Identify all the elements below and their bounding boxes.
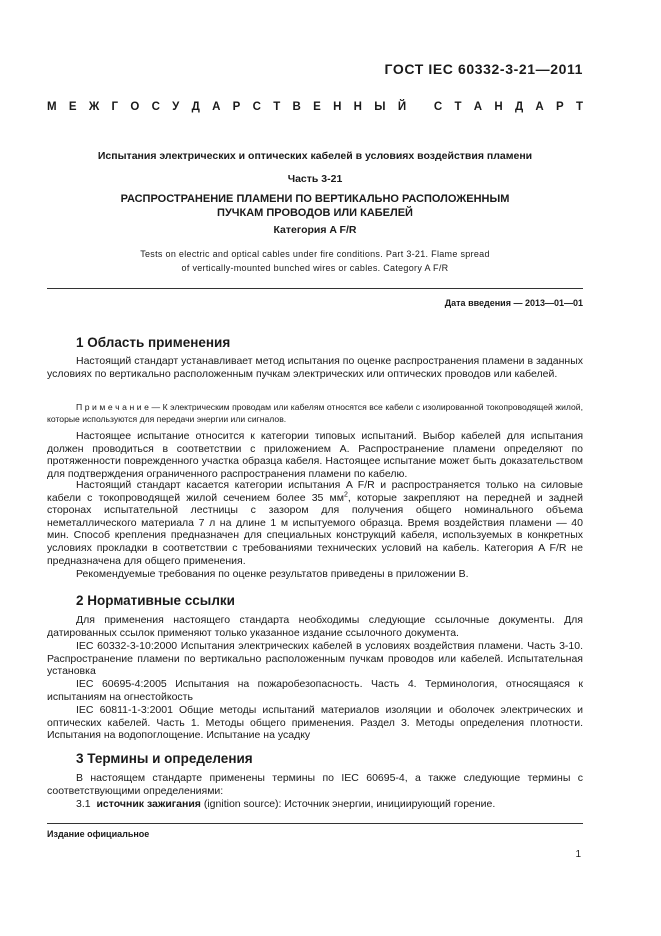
standard-type-heading <box>47 101 583 113</box>
heading-letter: Т <box>575 101 583 113</box>
title-main <box>47 192 583 220</box>
section-2-paragraph-1: Для применения настоящего стандарта необходимы следующие ссылочные документы. Для датированных ссылок применяют только указанное издание ссылочного документа. <box>47 614 583 639</box>
section-2-heading: 2 Нормативные ссылки <box>76 593 235 608</box>
section-3-paragraph-1: В настоящем стандарте применены термины по IEC 60695-4, а также следующие термины с соответствующими определениями: <box>47 772 583 797</box>
section-1-paragraph-3-a: Настоящий стандарт касается категории испытания A F/R и распространяется только на силовые кабели с токопроводящей жилой сечением более 35 мм <box>47 479 583 504</box>
heading-letter: С <box>433 101 443 113</box>
introduction-date: Дата введения — 2013—01—01 <box>444 298 583 308</box>
heading-letter: Р <box>556 101 564 113</box>
heading-letter: Н <box>494 101 503 113</box>
section-1-heading: 1 Область применения <box>76 335 231 350</box>
definition-number: 3.1 <box>76 798 91 810</box>
heading-letter: У <box>172 101 180 113</box>
heading-letter: С <box>252 101 261 113</box>
heading-letter: Д <box>191 101 200 113</box>
title-english <box>47 247 583 275</box>
section-1-paragraph-3 <box>47 479 583 567</box>
heading-letter: Р <box>232 101 241 113</box>
heading-letter: Т <box>273 101 281 113</box>
title-main-line-1: РАСПРОСТРАНЕНИЕ ПЛАМЕНИ ПО ВЕРТИКАЛЬНО РАСПОЛОЖЕННЫМ <box>120 193 510 205</box>
section-1-paragraph-2: Настоящее испытание относится к категории типовых испытаний. Выбор кабелей для испытания должен проводиться в соответствии с приложением А. Распространение пламени определяют по протяженности поврежденного участка образца кабеля. Настоящее испытание может быть доказательством для подтверждения ограниченного распространения пламени по кабелю. <box>47 430 583 480</box>
heading-letter: А <box>535 101 544 113</box>
reference-iec-60695-4: IEC 60695-4:2005 Испытания на пожаробезопасность. Часть 4. Терминология, относящаяся к испытаниям на огнестойкость <box>47 678 583 703</box>
heading-letter: Н <box>333 101 342 113</box>
header-rule <box>47 288 583 289</box>
heading-letter: Й <box>397 101 407 113</box>
definition-text: (ignition source): Источник энергии, инициирующий горение. <box>200 798 496 810</box>
heading-letter: Ж <box>88 101 100 113</box>
definition-term: источник зажигания <box>96 798 201 810</box>
heading-letter: Т <box>454 101 462 113</box>
section-1-paragraph-3-b: , которые закрепляют на передней и задней сторонах испытательной лестницы с зазором для получения общего номинального объема неметаллического материала 7 л на длине 1 м испытуемого образца. Время воздействия пламени — 40 мин. Способ крепления предназначен для специальных конструкций кабеля, используемых в конкретных условиях прокладки в соответствии с требованиями технических условий на кабель. Категория A F/R не предназначена для общего применения. <box>47 491 583 567</box>
heading-letter: В <box>292 101 301 113</box>
reference-iec-60332-3-10: IEC 60332-3-10:2000 Испытания электрических кабелей в условиях воздействия пламени. Часть 3-10. Распространение пламени по вертикально расположенным пучкам проводов или кабелей. Испытательная установка <box>47 640 583 678</box>
heading-letter: Е <box>68 101 77 113</box>
heading-letter: Ы <box>374 101 386 113</box>
heading-letter: С <box>151 101 160 113</box>
section-3-heading: 3 Термины и определения <box>76 751 253 766</box>
section-1-note: П р и м е ч а н и е — К электрическим проводам или кабелям относятся все кабели с изолированной токопроводящей жилой, которые используются для передачи энергии или сигналов. <box>47 402 583 424</box>
section-1-paragraph-4: Рекомендуемые требования по оценке результатов приведены в приложении B. <box>76 568 469 580</box>
title-part: Часть 3-21 <box>287 173 343 185</box>
heading-letter: Е <box>313 101 321 113</box>
heading-letter: Н <box>353 101 362 113</box>
title-line: Испытания электрических и оптических кабелей в условиях воздействия пламени <box>97 150 533 162</box>
heading-letter: А <box>212 101 221 113</box>
heading-letter: Г <box>111 101 119 113</box>
title-english-line-2: of vertically-mounted bunched wires or cables. Category A F/R <box>181 263 449 273</box>
heading-letter: М <box>47 101 57 113</box>
definition-3-1 <box>47 798 583 811</box>
heading-letter: Д <box>514 101 524 113</box>
title-main-line-2: ПУЧКАМ ПРОВОДОВ ИЛИ КАБЕЛЕЙ <box>217 207 413 219</box>
squared-superscript: 2 <box>343 491 348 499</box>
heading-letter: А <box>473 101 483 113</box>
reference-iec-60811-1-3: IEC 60811-1-3:2001 Общие методы испытаний материалов изоляции и оболочек электрических и оптических кабелей. Часть 1. Методы общего применения. Раздел 3. Методы определения плотности. Испытания на водопоглощение. Испытание на усадку <box>47 704 583 742</box>
section-1-paragraph-1: Настоящий стандарт устанавливает метод испытания по оценке распространения пламени в заданных условиях по вертикально расположенным пучкам электрических или оптических проводов или кабелей. <box>47 355 583 380</box>
heading-letter <box>418 101 421 113</box>
page-number: 1 <box>575 849 581 860</box>
footer-rule <box>47 823 583 824</box>
official-edition-label: Издание официальное <box>47 829 150 839</box>
heading-letter: О <box>130 101 140 113</box>
document-number: ГОСТ IEC 60332-3-21—2011 <box>384 61 583 77</box>
title-english-line-1: Tests on electric and optical cables under fire conditions. Part 3-21. Flame spread <box>140 249 490 259</box>
title-category: Категория A F/R <box>273 224 357 236</box>
